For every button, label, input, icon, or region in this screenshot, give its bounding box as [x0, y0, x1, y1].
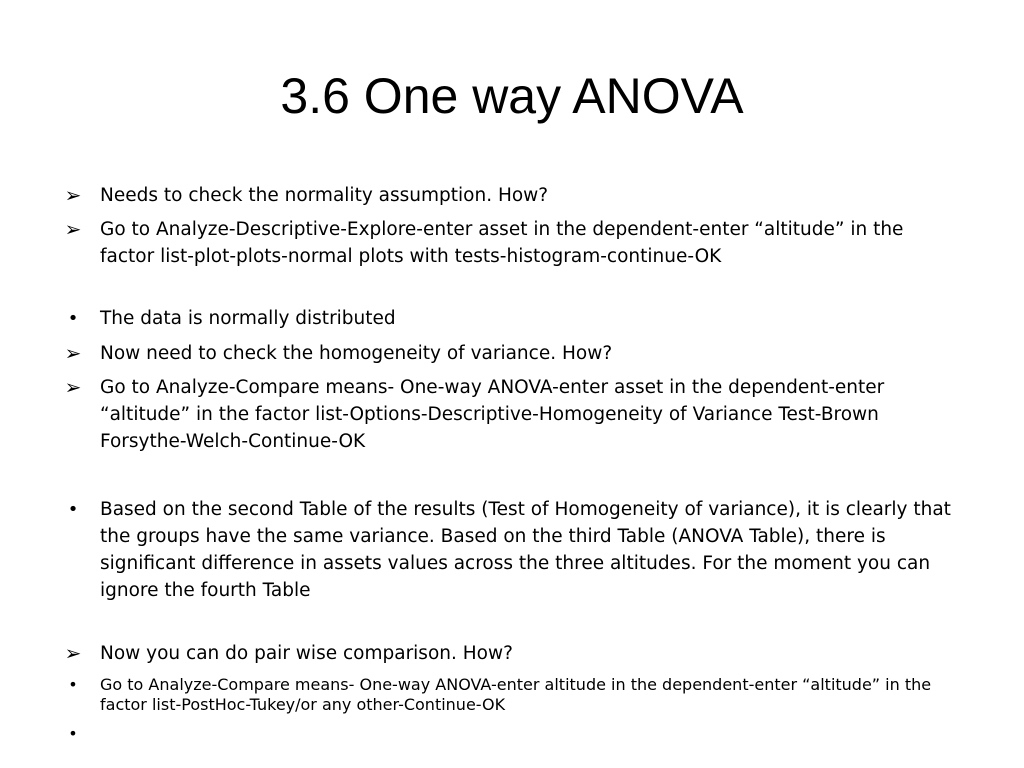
- arrow-bullet-icon: ➢: [64, 183, 82, 207]
- dot-bullet-icon: •: [68, 724, 78, 743]
- dot-bullet-icon: •: [68, 675, 78, 694]
- bullet-text: Go to Analyze-Compare means- One-way ANOVA-enter altitude in the dependent-enter “altitude” in the factor list-PostHoc-Tukey/or any other-Continue-OK: [100, 675, 932, 714]
- bullet-text: Now you can do pair wise comparison. How?: [100, 643, 513, 664]
- dot-bullet-icon: •: [67, 499, 79, 520]
- slide-title: 3.6 One way ANOVA: [280, 68, 744, 124]
- arrow-bullet-icon: ➢: [64, 375, 82, 399]
- arrow-bullet-icon: ➢: [64, 217, 82, 241]
- bullet-text: Based on the second Table of the results (Test of Homogeneity of variance), it is clearly that the groups have the same variance. Based on the third Table (ANOVA Table), there is significant difference in assets values across the three altitudes. For the moment you can ignore the fourth Table: [100, 499, 951, 601]
- bullet-text: The data is normally distributed: [100, 308, 396, 329]
- bullet-text: Go to Analyze-Compare means- One-way ANOVA-enter asset in the dependent-enter “altitude” in the factor list-Options-Descriptive-Homogeneity of Variance Test-Brown Forsythe-Welch-Continue-OK: [100, 377, 885, 452]
- bullet-text: Go to Analyze-Descriptive-Explore-enter asset in the dependent-enter “altitude” in the factor list-plot-plots-normal plots with tests-histogram-continue-OK: [100, 219, 904, 267]
- bullet-text: Needs to check the normality assumption. How?: [100, 185, 549, 206]
- arrow-bullet-icon: ➢: [64, 341, 82, 365]
- arrow-bullet-icon: ➢: [64, 641, 82, 665]
- dot-bullet-icon: •: [67, 308, 79, 329]
- bullet-text: Now need to check the homogeneity of variance. How?: [100, 343, 613, 364]
